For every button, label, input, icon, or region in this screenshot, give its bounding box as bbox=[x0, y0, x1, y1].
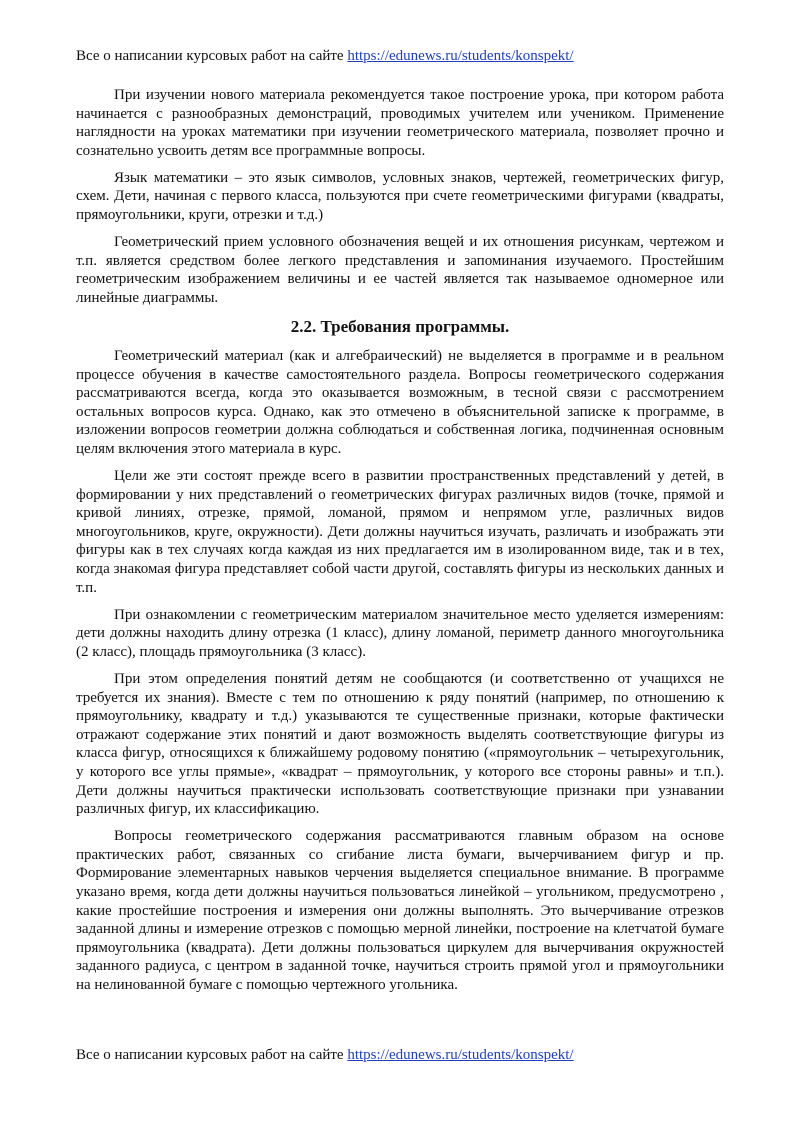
paragraph-5: Цели же эти состоят прежде всего в развитии пространственных представлений у детей, в формировании у них представлений о геометрических фигурах различных видов (точке, прямой и кривой линиях, отрезке, прямой, ломаной, прямом и непрямом угле, различных видов многоугольников, круге, окружности). Дети должны научиться изучать, различать и изображать эти фигуры как в тех случаях когда каждая из них предлагается им в изолированном виде, так и в тех, когда знакомая фигура представляет собой части другой, составлять фигуры из нескольких данных и т.п. bbox=[76, 468, 724, 596]
paragraph-3: Геометрический прием условного обозначения вещей и их отношения рисункам, чертежом и т.п. является средством более легкого представления и запоминания изучаемого. Простейшим геометрическим изображением величины и ее частей является так называемое одномерное или линейные диаграммы. bbox=[76, 234, 724, 306]
header-text: Все о написании курсовых работ на сайте bbox=[76, 48, 348, 64]
document-body bbox=[76, 86, 724, 1003]
paragraph-2: Язык математики – это язык символов, условных знаков, чертежей, геометрических фигур, схем. Дети, начиная с первого класса, пользуются при счете геометрическими фигурами (квадраты, прямоугольники, круги, отрезки и т.д.) bbox=[76, 169, 724, 224]
page-footer bbox=[76, 1046, 736, 1065]
paragraph-4: Геометрический материал (как и алгебраический) не выделяется в программе и в реальном процессе обучения в качестве самостоятельного раздела. Вопросы геометрического содержания рассматриваются всегда, когда это оказывается возможным, в тесной связи с рассмотрением остальных вопросов курса. Однако, как это отмечено в объяснительной записке к программе, в изложении вопросов геометрии должна соблюдаться и собственная логика, подчиненная основным целям включения этого материала в курс. bbox=[76, 348, 724, 457]
page-header bbox=[76, 47, 736, 66]
header-link[interactable]: https://edunews.ru/students/konspekt/ bbox=[347, 48, 574, 64]
paragraph-1: При изучении нового материала рекомендуется такое построение урока, при котором работа начинается с разнообразных демонстраций, проводимых учителем или учеником. Применение наглядности на уроках математики при изучении геометрического материала, позволяет прочно и сознательно усвоить детям все программные вопросы. bbox=[76, 87, 724, 159]
section-heading: 2.2. Требования программы. bbox=[290, 317, 510, 337]
paragraph-8: Вопросы геометрического содержания рассматриваются главным образом на основе практических работ, связанных со сгибание листа бумаги, вычерчиванием фигур и пр. Формирование элементарных навыков черчения выделяется специальное внимание. В программе указано время, когда дети должны научиться пользоваться линейкой – угольником, предусмотрено , какие простейшие построения и измерения они должны выполнять. Это вычерчивание отрезков заданной длины и измерение отрезков с помощью мерной линейки, построение на клетчатой бумаге прямоугольника (квадрата). Дети должны пользоваться циркулем для вычерчивания окружностей заданного радиуса, с центром в заданной точке, научиться строить прямой угол и прямоугольники на нелинованной бумаге с помощью чертежного угольника. bbox=[76, 828, 724, 994]
paragraph-7: При этом определения понятий детям не сообщаются (и соответственно от учащихся не требуется их знания). Вместе с тем по отношению к ряду понятий (например, по отношению к прямоугольнику, квадрату и т.д.) указываются те существенные признаки, которые фактически отражают содержание этих понятий и дают возможность выделять соответствующие фигуры из класса фигур, относящихся к ближайшему родовому понятию («прямоугольник – четырехугольник, у которого все углы прямые», «квадрат – прямоугольник, у которого все стороны равны» и т.п.). Дети должны научиться практически использовать соответствующие признаки при узнавании различных фигур, их классификацию. bbox=[76, 671, 724, 818]
paragraph-6: При ознакомлении с геометрическим материалом значительное место уделяется измерениям: дети должны находить длину отрезка (1 класс), длину ломаной, периметр данного многоугольника (2 класс), площадь прямоугольника (3 класс). bbox=[76, 606, 724, 660]
footer-text: Все о написании курсовых работ на сайте bbox=[76, 1047, 348, 1063]
footer-link[interactable]: https://edunews.ru/students/konspekt/ bbox=[347, 1047, 574, 1063]
